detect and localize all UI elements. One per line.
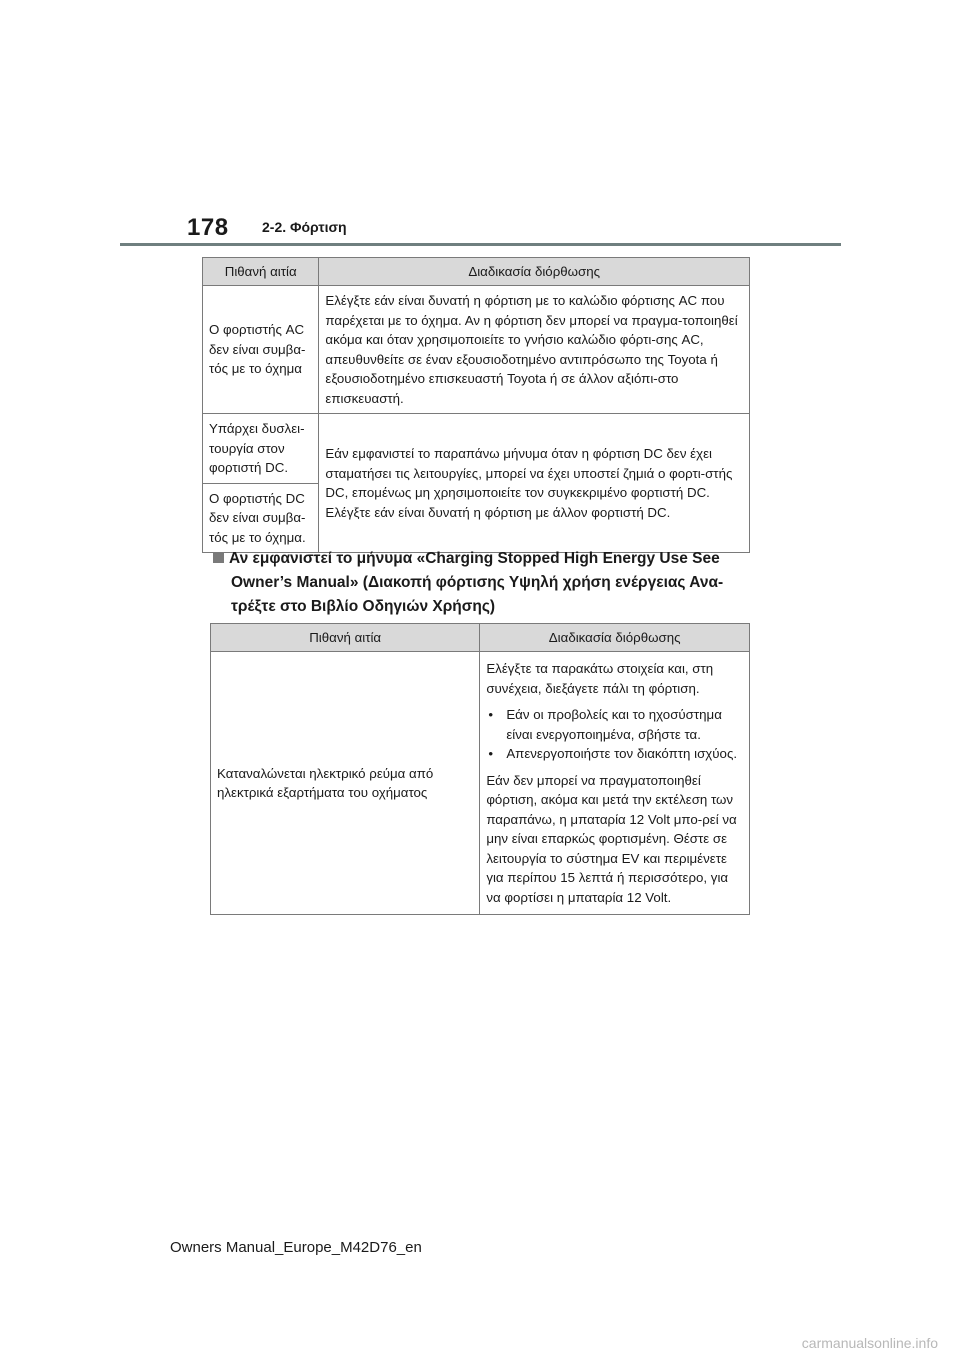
cause-cell: Ο φορτιστής DC δεν είναι συμβα-τός με το όχημα. <box>203 483 319 553</box>
fix-cell: Ελέγξτε εάν είναι δυνατή η φόρτιση με το καλώδιο φόρτισης AC που παρέχεται με το όχημα. Αν η φόρτιση δεν μπορεί να πραγμα-τοποιηθεί ακόμα και όταν χρησιμοποιείτε το γνήσιο καλώδιο φόρτι-σης AC, απευθυνθείτε σε έναν εξουσιοδοτημένο αντιπρόσωπο της Toyota ή εξουσιοδοτημένο επισκευαστή Toyota ή σε άλλον αξιόπι-στο επισκευαστή. <box>319 286 750 414</box>
column-header-fix: Διαδικασία διόρθωσης <box>319 258 750 286</box>
cause-cell: Υπάρχει δυσλει-τουργία στον φορτιστή DC. <box>203 414 319 484</box>
subheading-line-3: τρέξτε στο Βιβλίο Οδηγιών Χρήσης) <box>231 598 496 615</box>
fix-intro: Ελέγξτε τα παρακάτω στοιχεία και, στη συνέχεια, διεξάγετε πάλι τη φόρτιση. <box>486 661 714 696</box>
subheading-line-2: Owner’s Manual» (Διακοπή φόρτισης Υψηλή χρήση ενέργειας Ανα- <box>231 574 724 591</box>
column-header-cause: Πιθανή αιτία <box>211 624 480 652</box>
list-item: • Απενεργοποιήστε τον διακόπτη ισχύος. <box>486 744 743 764</box>
troubleshooting-table-2 <box>210 623 750 915</box>
cause-cell: Ο φορτιστής AC δεν είναι συμβα-τός με το όχημα <box>203 286 319 414</box>
cause-cell: Καταναλώνεται ηλεκτρικό ρεύμα από ηλεκτρικά εξαρτήματα του οχήματος <box>211 652 480 915</box>
table-row <box>203 286 750 414</box>
page-number: 178 <box>187 214 229 241</box>
watermark: carmanualsonline.info <box>801 1335 938 1351</box>
fix-cell-shared: Εάν εμφανιστεί το παραπάνω μήνυμα όταν η φόρτιση DC δεν έχει σταματήσει τις λειτουργίες, μπορεί να έχει υποστεί ζημιά ο φορτι-στής DC, επομένως μη χρησιμοποιείτε τον συγκεκριμένο φορτιστή DC. Ελέγξτε εάν είναι δυνατή η φόρτιση με άλλον φορτιστή DC. <box>319 414 750 553</box>
fix-cell <box>480 652 750 915</box>
troubleshooting-table-1 <box>202 257 750 553</box>
message-subheading <box>213 547 763 619</box>
column-header-cause: Πιθανή αιτία <box>203 258 319 286</box>
bullet-icon: • <box>488 746 493 761</box>
table-row <box>211 652 750 915</box>
footer-text: Owners Manual_Europe_M42D76_en <box>170 1239 422 1256</box>
section-title: 2-2. Φόρτιση <box>262 219 347 235</box>
subheading-line-1: Αν εμφανιστεί το μήνυμα «Charging Stopped High Energy Use See <box>229 550 720 567</box>
table-header-row <box>203 258 750 286</box>
list-item: • Εάν οι προβολείς και το ηχοσύστημα είναι ενεργοποιημένα, σβήστε τα. <box>488 707 722 742</box>
column-header-fix: Διαδικασία διόρθωσης <box>480 624 750 652</box>
fix-outro: Εάν δεν μπορεί να πραγματοποιηθεί φόρτιση, ακόμα και μετά την εκτέλεση των παραπάνω, η μπαταρία 12 Volt μπο-ρεί να μην είναι επαρκώς φορτισμένη. Θέστε σε λειτουργία το σύστημα EV και περιμένετε για περίπου 15 λεπτά ή περισσότερο, για να φορτίσει η μπαταρία 12 Volt. <box>486 772 737 905</box>
table-row <box>203 414 750 484</box>
square-bullet-icon <box>213 552 224 563</box>
bullet-icon: • <box>488 707 493 722</box>
fix-bullet-list <box>486 705 743 764</box>
header-divider <box>120 243 841 246</box>
table-header-row <box>211 624 750 652</box>
